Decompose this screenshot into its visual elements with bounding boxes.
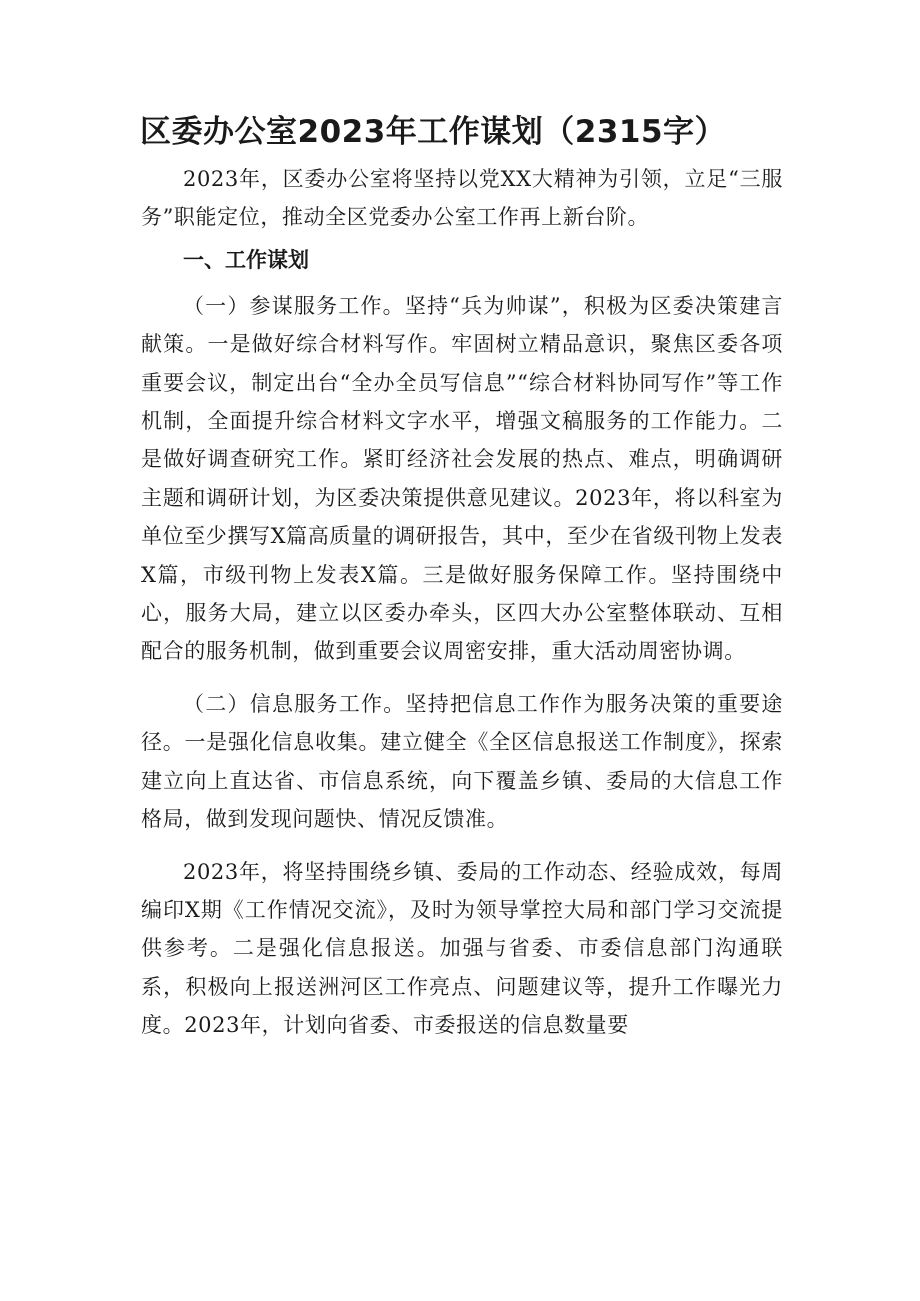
paragraph-information-plan: 2023年，将坚持围绕乡镇、委局的工作动态、经验成效，每周编印X期《工作情况交流》，及时为领导掌控大局和部门学习交流提供参考。二是强化信息报送。加强与省委、市委信息部门沟通联系，积极向上报送洲河区工作亮点、问题建议等，提升工作曝光力度。2023年，计划向省委、市委报送的信息数量要 (141, 859, 783, 1038)
document-body (141, 160, 783, 1045)
paragraph-spacer (141, 671, 783, 685)
paragraph-information-service: （二）信息服务工作。坚持把信息工作作为服务决策的重要途径。一是强化信息收集。建立健全《全区信息报送工作制度》，探索建立向上直达省、市信息系统，向下覆盖乡镇、委局的大信息工作格局，做到发现问题快、情况反馈准。 (141, 691, 783, 832)
paragraph-advisory-service: （一）参谋服务工作。坚持“兵为帅谋”，积极为区委决策建言献策。一是做好综合材料写作。牢固树立精品意识，聚焦区委各项重要会议，制定出台“全办全员写信息”“综合材料协同写作”等工作机制，全面提升综合材料文字水平，增强文稿服务的工作能力。二是做好调查研究工作。紧盯经济社会发展的热点、难点，明确调研主题和调研计划，为区委决策提供意见建议。2023年，将以科室为单位至少撰写X篇高质量的调研报告，其中，至少在省级刊物上发表X篇，市级刊物上发表X篇。三是做好服务保障工作。坚持围绕中心，服务大局，建立以区委办牵头，区四大办公室整体联动、互相配合的服务机制，做到重要会议周密安排，重大活动周密协调。 (141, 293, 783, 664)
document-title: 区委办公室2023年工作谋划（2315字） (140, 114, 727, 150)
paragraph-spacer (141, 839, 783, 853)
section-heading: 一、工作谋划 (183, 247, 309, 272)
intro-paragraph: 2023年，区委办公室将坚持以党XX大精神为引领，立足“三服务”职能定位，推动全区党委办公室工作再上新台阶。 (141, 167, 783, 230)
